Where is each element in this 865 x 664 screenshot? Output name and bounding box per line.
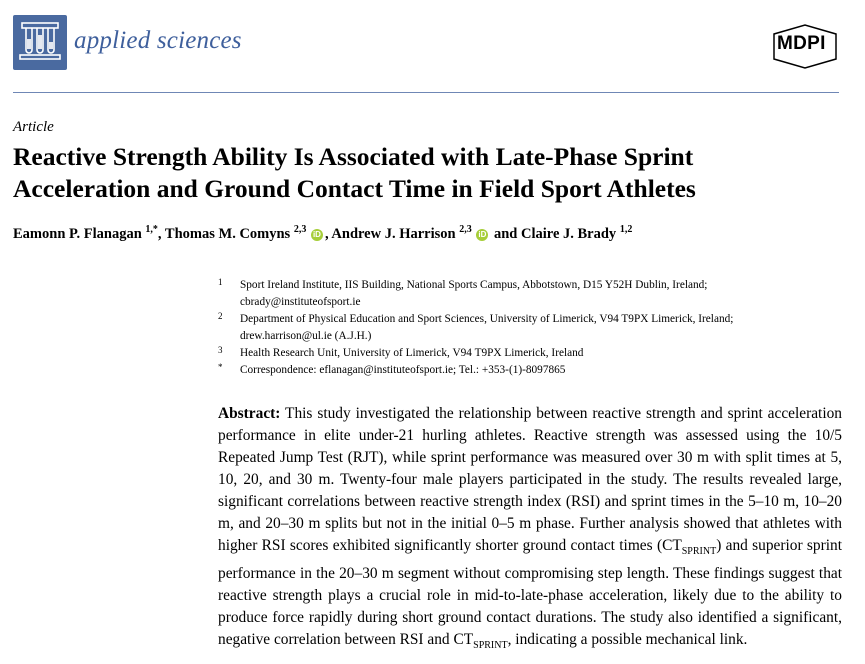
affiliation-mark: 2: [218, 311, 223, 321]
publisher-name: MDPI: [777, 33, 826, 54]
author-list: Eamonn P. Flanagan $^{1,*}$, Thomas M. Comyns $^{2,3}$ iD , Andrew J. Harrison $^{2,3}$ iD and Claire J. Brady $^{1,2}$: [13, 224, 633, 242]
affiliation-item: 2 Department of Physical Education and Sport Sciences, University of Limerick, V94 T9PX Limerick, Ireland; drew.harrison@ul.ie (A.J.H.): [218, 311, 848, 345]
orcid-icon[interactable]: iD: [478, 229, 487, 239]
title-line-2: Acceleration and Ground Contact Time in Field Sport Athletes: [13, 174, 696, 203]
abstract-text: ) and superior sprint performance in the 20–30 m segment without compromising step length. These findings suggest that reactive strength plays a crucial role in mid-to-late-phase acceleration, likely due to the ability to produce force rapidly during short ground contact durations. The study also identified a significant, negative correlation between RSI and CT: [218, 537, 842, 649]
abstract: Abstract: This study investigated the relationship between reactive strength and sprint acceleration performance in elite under-21 hurling athletes. Reactive strength was assessed using the 10/5 Repeated Jump Test (RJT), while sprint performance was measured over 30 m with split times at 5, 10, 20, and 30 m. Twenty-four male players participated in the study. The results revealed large, significant correlations between reactive strength index (RSI) and sprint times in the 5–10 m, 10–20 m, and 20–30 m splits but not in the initial 0–5 m phase. Further analysis showed that athletes with higher RSI scores exhibited significantly shorter ground contact times $(CT_{SPRINT})$ and superior sprint performance in the 20–30 m segment without compromising step length. These findings suggest that reactive strength plays a crucial role in mid-to-late-phase acceleration, likely due to the ability to produce force rapidly during short ground contact durations. The study also identified a significant, negative correlation between RSI and $CT_{SPRINT}$, indicating a possible mechanical link.: [218, 405, 842, 652]
abstract-text: This study investigated the relationship between reactive strength and sprint acceleration performance in elite under-21 hurling athletes. Reactive strength was assessed using the 10/5 Repeated Jump Test (RJT), while sprint performance was measured over 30 m with split times at 5, 10, 20, and 30 m. Twenty-four male players participated in the study. The results revealed large, significant correlations between reactive strength index (RSI) and sprint times in the 5–10 m, 10–20 m, and 20–30 m splits but not in the initial 0–5 m phase. Further analysis showed that athletes with higher RSI scores exhibited significantly shorter ground contact times (CT: [218, 405, 842, 554]
author-affil-sup: 1,2: [619, 224, 633, 235]
abstract-text: , indicating a possible mechanical link.: [507, 631, 748, 649]
affiliations: [218, 277, 848, 379]
affiliation-item: 3 Health Research Unit, University of Limerick, V94 T9PX Limerick, Ireland: [218, 345, 848, 362]
author-affil-sup: 2,3: [293, 224, 307, 235]
author-name[interactable]: Eamonn P. Flanagan: [13, 225, 142, 242]
correspondence: * Correspondence: eflanagan@instituteofsport.ie; Tel.: +353-(1)-8097865: [218, 362, 848, 379]
test-tubes-icon: [13, 15, 67, 70]
affiliation-email[interactable]: drew.harrison@ul.ie (A.J.H.): [240, 330, 372, 342]
affiliation-mark: *: [218, 362, 223, 372]
affiliation-item: 1 Sport Ireland Institute, IIS Building, National Sports Campus, Abbotstown, D15 Y52H Dublin, Ireland; cbrady@instituteofsport.ie: [218, 277, 848, 311]
abstract-label: Abstract:: [218, 405, 281, 422]
affiliation-email[interactable]: cbrady@instituteofsport.ie: [240, 296, 361, 308]
journal-name[interactable]: applied sciences: [74, 27, 242, 54]
author-name[interactable]: Claire J. Brady: [521, 225, 617, 242]
article-title: [13, 141, 853, 205]
orcid-icon[interactable]: iD: [312, 229, 321, 239]
author-affil-sup: 2,3: [459, 224, 472, 235]
author-name[interactable]: Andrew J. Harrison: [331, 225, 456, 242]
author-name[interactable]: Thomas M. Comyns: [164, 225, 291, 242]
article-type: Article: [13, 119, 54, 135]
header-divider: [13, 92, 839, 93]
title-line-1: Reactive Strength Ability Is Associated with Late-Phase Sprint: [13, 142, 694, 171]
journal-logo: [13, 15, 67, 70]
author-affil-sup: 1,*: [145, 224, 158, 235]
affiliation-mark: 1: [218, 277, 223, 287]
affiliation-mark: 3: [218, 345, 223, 355]
